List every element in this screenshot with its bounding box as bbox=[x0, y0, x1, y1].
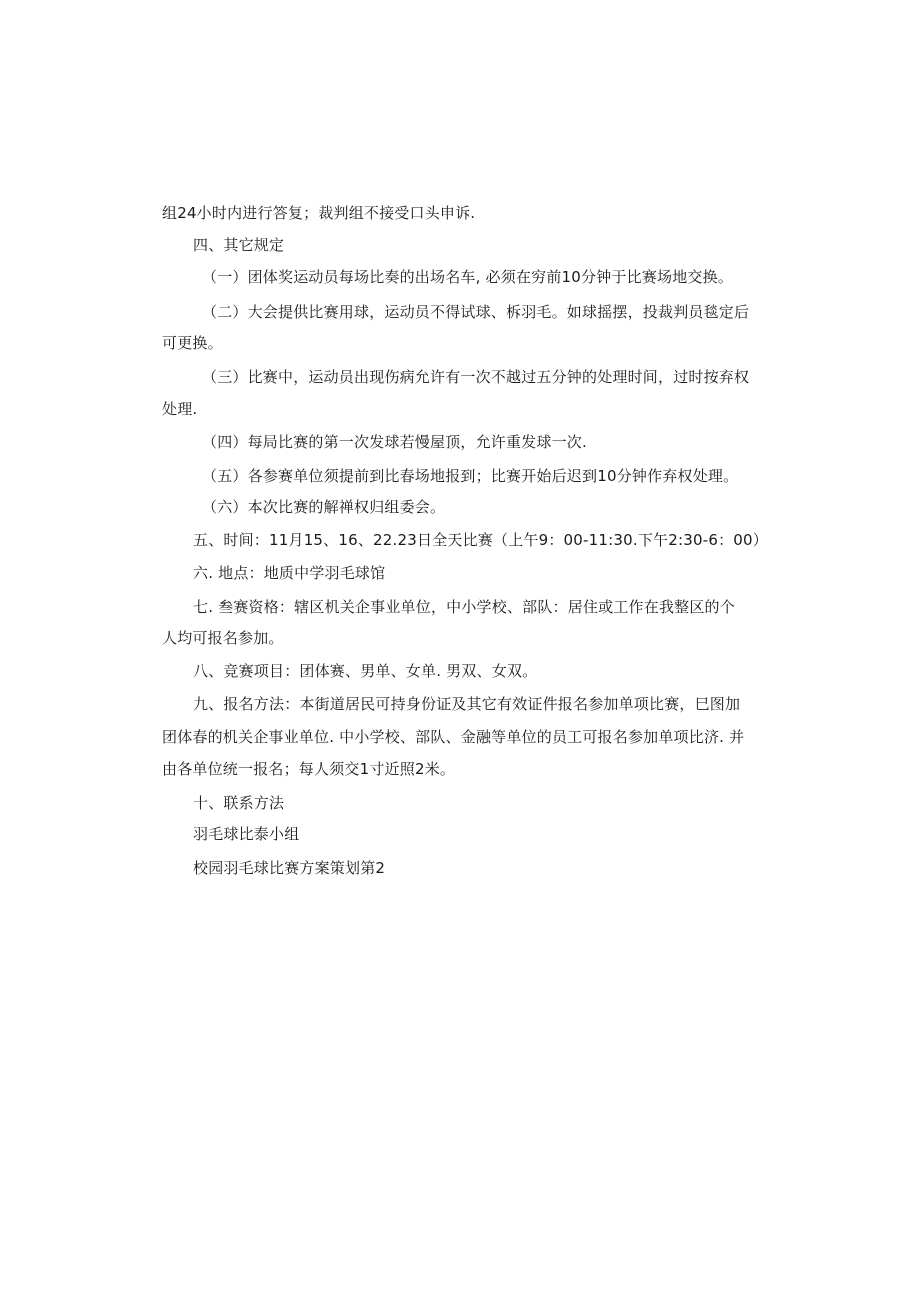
rule-item-1: （一）团体奖运动员每场比奏的出场名车, 必须在穷前10分钟于比赛场地交换。 bbox=[202, 268, 734, 286]
section-registration-cont-1: 团体春的机关企事业单位. 中小学校、部队、金融等单位的员工可报名参加单项比济. 并 bbox=[162, 728, 745, 746]
text-line-appeal-reply: 组24小时内进行答复；裁判组不接受口头申诉. bbox=[162, 204, 476, 222]
section-registration-cont-2: 由各单位统一报名；每人须交1寸近照2米。 bbox=[162, 760, 456, 778]
rule-item-2: （二）大会提供比赛用球，运动员不得试球、柝羽毛。如球摇摆，投裁判员毯定后 bbox=[202, 303, 750, 321]
rule-item-5: （五）各参赛单位须提前到比春场地报到；比赛开始后迟到10分钟作弃权处理。 bbox=[202, 467, 739, 485]
rule-item-3-cont: 处理. bbox=[162, 400, 198, 418]
rule-item-4: （四）每局比赛的第一次发球若慢屋顶，允许重发球一次. bbox=[202, 433, 587, 451]
section-eligibility-cont: 人均可报名参加。 bbox=[162, 629, 284, 647]
section-contact: 十、联系方法 bbox=[193, 794, 285, 812]
section-registration: 九、报名方法：本街道居民可持身份证及其它有效证件报名参加单项比赛，巳图加 bbox=[193, 695, 741, 713]
section-time: 五、时间：11月15、16、22.23日全天比赛（上午9：00-11:30.下午2:30-6：00） bbox=[193, 531, 768, 549]
section-events: 八、竞赛项目：团体赛、男单、女单. 男双、女双。 bbox=[193, 662, 538, 680]
rule-item-3: （三）比赛中，运动员出现伤病允许有一次不越过五分钟的处理时间，过时按弃权 bbox=[202, 368, 750, 386]
rule-item-2-cont: 可更换。 bbox=[162, 334, 223, 352]
contact-group: 羽毛球比泰小组 bbox=[193, 825, 300, 843]
section-heading-other-rules: 四、其它规定 bbox=[193, 236, 285, 254]
section-eligibility: 七. 叁赛资格：辖区机关企事业单位，中小学校、部队：居住或工作在我整区的个 bbox=[193, 598, 735, 616]
rule-item-6: （六）本次比赛的解禅权归组委会。 bbox=[202, 498, 446, 516]
next-document-title: 校园羽毛球比赛方案策划第2 bbox=[193, 859, 386, 877]
section-location: 六. 地点：地质中学羽毛球馆 bbox=[193, 564, 386, 582]
